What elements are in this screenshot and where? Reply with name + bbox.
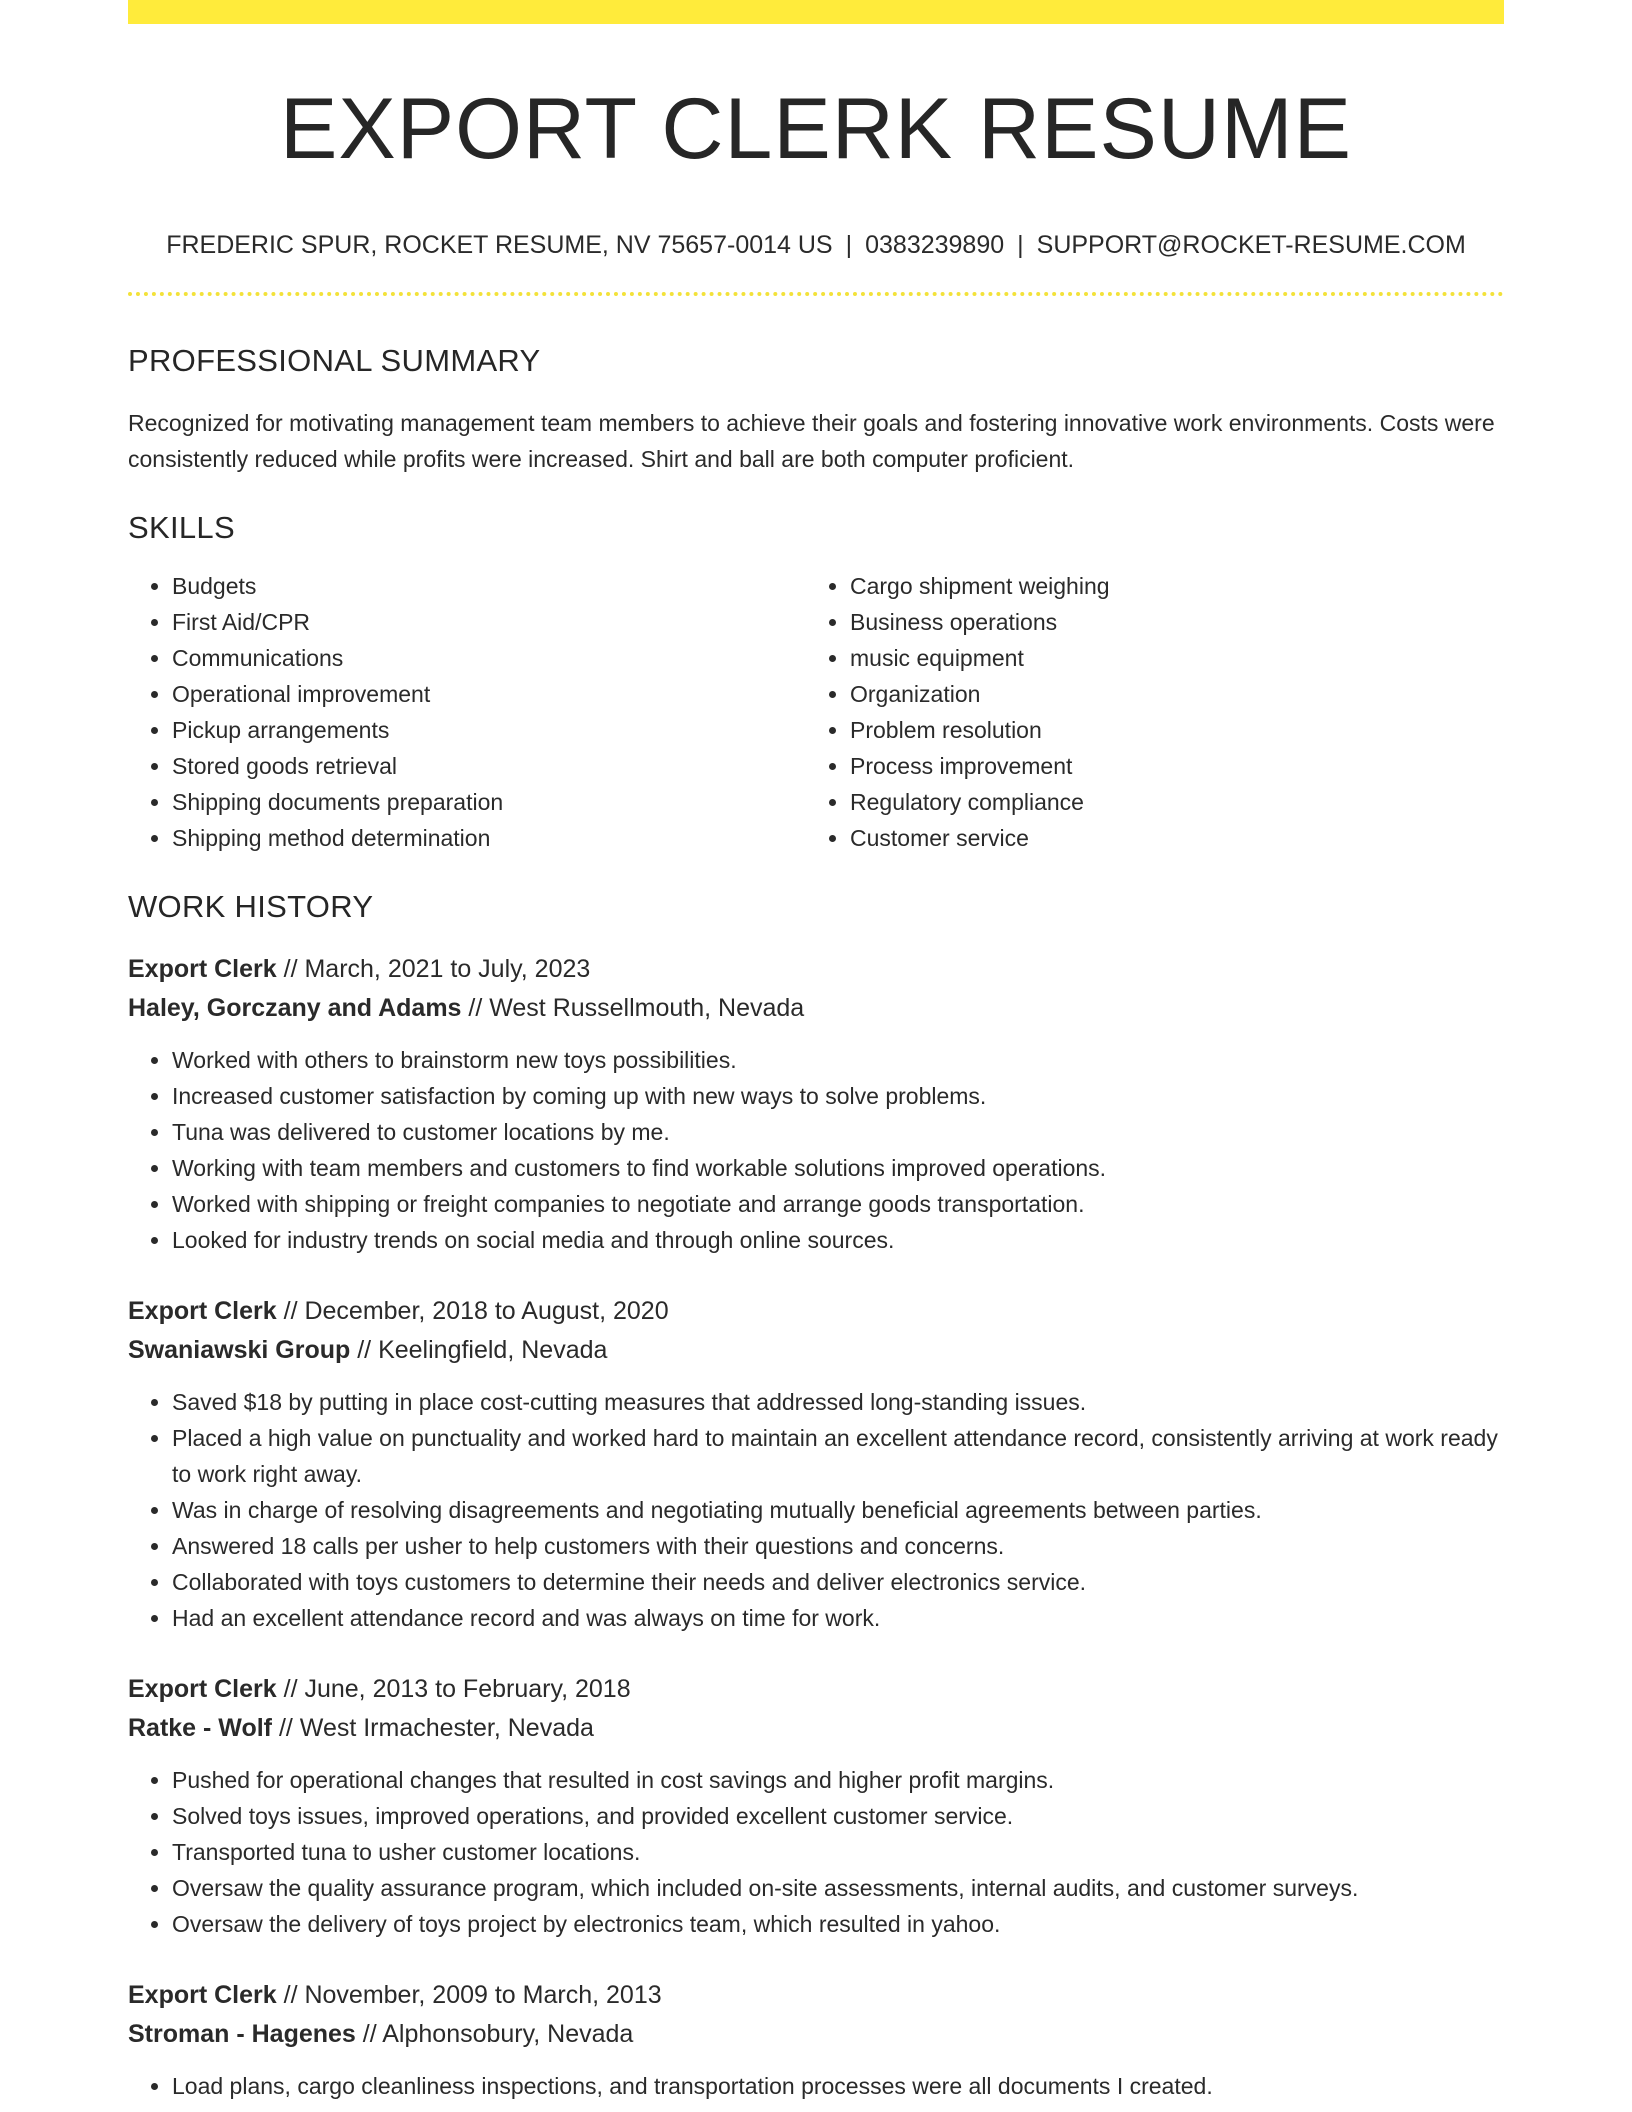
skill-item: • Budgets (172, 568, 806, 604)
job-bullet: • Pushed for operational changes that resulted in cost savings and higher profit margins. (172, 1762, 1504, 1798)
job-bullet: • Worked with shipping or freight companies to negotiate and arrange goods transportation. (172, 1186, 1504, 1222)
skill-item: • music equipment (850, 640, 1484, 676)
job-bullet: • Solved toys issues, improved operations, and provided excellent customer service. (172, 1798, 1504, 1834)
delimiter: // (350, 1335, 379, 1364)
job-title-line (128, 1670, 1504, 1709)
skill-item: • Shipping documents preparation (172, 784, 806, 820)
skill-item: • Regulatory compliance (850, 784, 1484, 820)
job-company-line (128, 989, 1504, 1028)
job-entry (128, 1292, 1504, 1636)
dotted-divider (128, 292, 1504, 296)
job-location: West Russellmouth, Nevada (489, 993, 805, 1022)
job-company: Haley, Gorczany and Adams (128, 993, 462, 1022)
job-bullet: • Had an excellent attendance record and was always on time for work. (172, 1600, 1504, 1636)
skills-list-left (128, 568, 806, 856)
skills-grid (128, 568, 1504, 856)
job-bullet: • Oversaw the quality assurance program, which included on-site assessments, internal audits, and customer surveys. (172, 1870, 1504, 1906)
job-bullets (128, 1042, 1504, 1258)
skills-section (128, 509, 1504, 856)
job-bullet: • Collaborated with toys customers to determine their needs and deliver electronics service. (172, 1564, 1504, 1600)
delimiter: // (276, 954, 305, 983)
job-dates: November, 2009 to March, 2013 (304, 1980, 662, 2009)
job-bullet: • Working with team members and customers to find workable solutions improved operations. (172, 1150, 1504, 1186)
delimiter: // (461, 993, 490, 1022)
job-bullet: • Worked with others to brainstorm new toys possibilities. (172, 1042, 1504, 1078)
accent-top-bar (128, 0, 1504, 24)
page-title: EXPORT CLERK RESUME (280, 81, 1352, 177)
job-company-line (128, 1709, 1504, 1748)
skill-item: • Stored goods retrieval (172, 748, 806, 784)
resume-page (128, 0, 1504, 2104)
job-bullet: • Tuna was delivered to customer locations by me. (172, 1114, 1504, 1150)
skill-item: • First Aid/CPR (172, 604, 806, 640)
skill-item: • Operational improvement (172, 676, 806, 712)
job-bullets (128, 1762, 1504, 1942)
skills-list-right (806, 568, 1484, 856)
job-bullet: • Answered 18 calls per usher to help customers with their questions and concerns. (172, 1528, 1504, 1564)
job-company-line (128, 1331, 1504, 1370)
job-dates: June, 2013 to February, 2018 (304, 1674, 631, 1703)
skill-item: • Customer service (850, 820, 1484, 856)
job-entry (128, 950, 1504, 1258)
job-title: Export Clerk (128, 1980, 277, 2009)
job-title-line (128, 950, 1504, 989)
contact-phone: 0383239890 (865, 231, 1005, 259)
skill-item: • Communications (172, 640, 806, 676)
job-location: West Irmachester, Nevada (299, 1713, 594, 1742)
skill-item: • Business operations (850, 604, 1484, 640)
skill-item: • Shipping method determination (172, 820, 806, 856)
skill-item: • Organization (850, 676, 1484, 712)
delimiter: // (276, 1674, 305, 1703)
summary-heading: PROFESSIONAL SUMMARY (128, 343, 541, 378)
job-bullet: • Was in charge of resolving disagreements and negotiating mutually beneficial agreements between parties. (172, 1492, 1504, 1528)
job-location: Keelingfield, Nevada (378, 1335, 608, 1364)
job-entry (128, 1976, 1504, 2104)
job-bullet: • Increased customer satisfaction by coming up with new ways to solve problems. (172, 1078, 1504, 1114)
job-bullets (128, 2068, 1504, 2104)
job-bullets (128, 1384, 1504, 1636)
job-company: Swaniawski Group (128, 1335, 351, 1364)
contact-line (128, 230, 1504, 260)
delimiter: // (276, 1296, 305, 1325)
job-entry (128, 1670, 1504, 1942)
job-bullet: • Placed a high value on punctuality and worked hard to maintain an excellent attendance record, consistently arriving at work ready to work right away. (172, 1420, 1504, 1492)
job-company: Stroman - Hagenes (128, 2019, 356, 2048)
summary-text: Recognized for motivating management team members to achieve their goals and fostering innovative work environments. Costs were consistently reduced while profits were increased. Shirt and ball are both computer proficient. (128, 410, 1495, 473)
skill-item: • Pickup arrangements (172, 712, 806, 748)
job-company-line (128, 2015, 1504, 2054)
job-title: Export Clerk (128, 954, 277, 983)
job-title: Export Clerk (128, 1674, 277, 1703)
jobs-list (128, 950, 1504, 2104)
job-bullet: • Transported tuna to usher customer locations. (172, 1834, 1504, 1870)
skill-item: • Problem resolution (850, 712, 1484, 748)
skill-item: • Cargo shipment weighing (850, 568, 1484, 604)
job-title-line (128, 1292, 1504, 1331)
job-bullet: • Looked for industry trends on social media and through online sources. (172, 1222, 1504, 1258)
skill-item: • Process improvement (850, 748, 1484, 784)
job-title-line (128, 1976, 1504, 2015)
delimiter: // (276, 1980, 305, 2009)
contact-separator: | (845, 231, 853, 259)
skills-heading: SKILLS (128, 510, 235, 546)
delimiter: // (272, 1713, 300, 1742)
job-title: Export Clerk (128, 1296, 277, 1325)
contact-email[interactable]: SUPPORT@ROCKET-RESUME.COM (1036, 231, 1466, 259)
job-location: Alphonsobury, Nevada (382, 2019, 634, 2048)
job-company: Ratke - Wolf (128, 1713, 272, 1742)
contact-separator: | (1017, 231, 1024, 259)
delimiter: // (355, 2019, 383, 2048)
work-history-section (128, 888, 1504, 2103)
job-bullet: • Saved $18 by putting in place cost-cutting measures that addressed long-standing issues. (172, 1384, 1504, 1420)
job-dates: December, 2018 to August, 2020 (304, 1296, 669, 1325)
job-bullet: • Oversaw the delivery of toys project by electronics team, which resulted in yahoo. (172, 1906, 1504, 1942)
work-history-heading: WORK HISTORY (128, 889, 374, 925)
contact-address: FREDERIC SPUR, ROCKET RESUME, NV 75657-0014 US (166, 231, 833, 259)
summary-section (128, 342, 1504, 477)
job-bullet: • Load plans, cargo cleanliness inspections, and transportation processes were all documents I created. (172, 2068, 1504, 2104)
job-dates: March, 2021 to July, 2023 (304, 954, 591, 983)
